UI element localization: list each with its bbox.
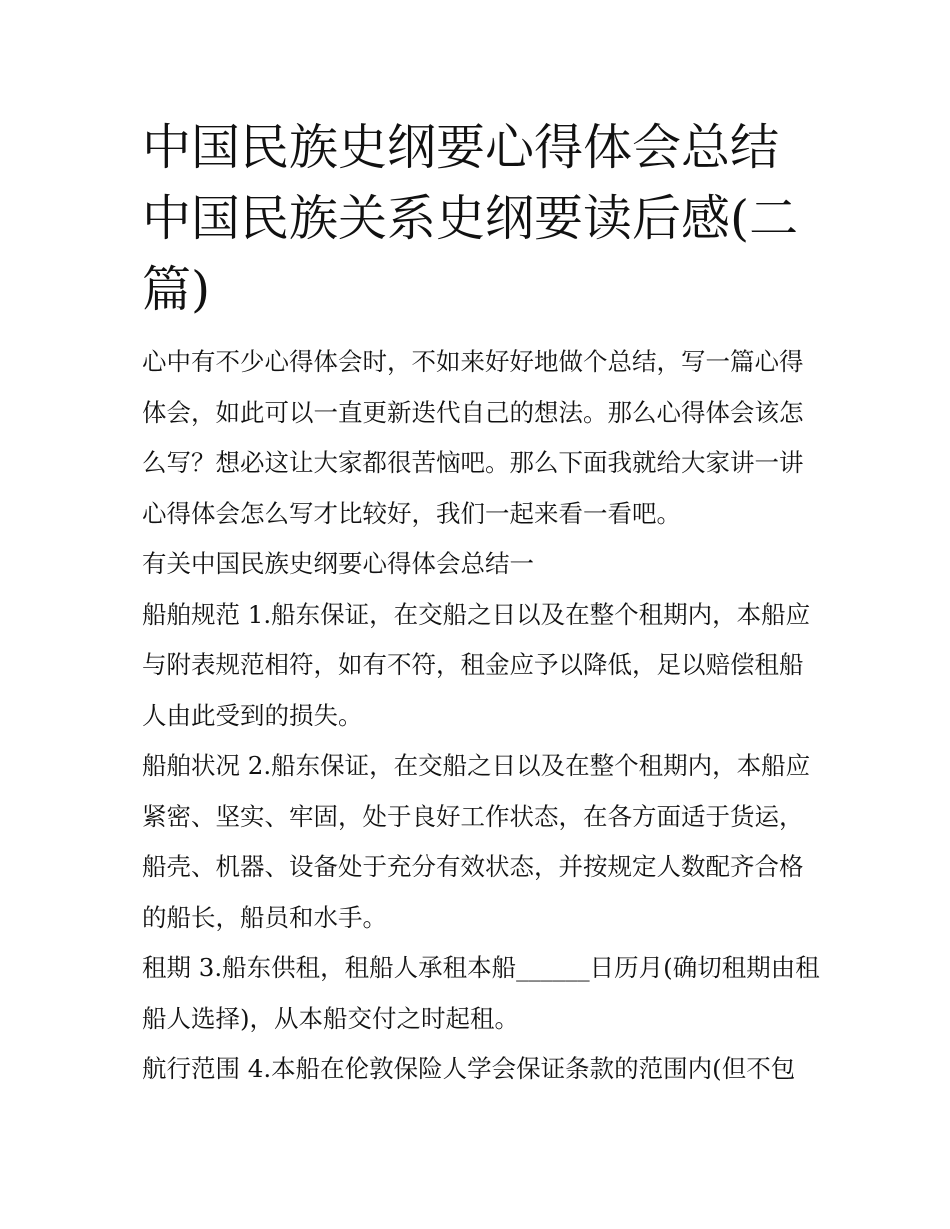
clause-trading-limits: 航行范围 4.本船在伦敦保险人学会保证条款的范围内(但不包 <box>142 1054 796 1083</box>
document-title: 中国民族史纲要心得体会总结中国民族关系史纲要读后感(二篇) <box>142 119 799 318</box>
section-heading: 有关中国民族史纲要心得体会总结一 <box>142 549 534 578</box>
clause-ship-specification: 船舶规范 1.船东保证，在交船之日以及在整个租期内，本船应与附表规范相符，如有不符，租金应予以降低，足以赔偿租船人由此受到的损失。 <box>142 599 811 730</box>
clause-ship-condition: 船舶状况 2.船东保证，在交船之日以及在整个租期内，本船应紧密、坚实、牢固，处于良好工作状态，在各方面适于货运，船壳、机器、设备处于充分有效状态，并按规定人数配齐合格的船长，船员和水手。 <box>142 751 811 932</box>
document-body <box>142 112 822 1095</box>
clause-charter-period: 租期 3.船东供租，租船人承租本船______日历月(确切租期由租船人选择)，从本船交付之时起租。 <box>142 953 820 1033</box>
intro-paragraph: 心中有不少心得体会时，不如来好好地做个总结，写一篇心得体会，如此可以一直更新迭代自己的想法。那么心得体会该怎么写？想必这让大家都很苦恼吧。那么下面我就给大家讲一讲心得体会怎么写才比较好，我们一起来看一看吧。 <box>142 347 804 528</box>
